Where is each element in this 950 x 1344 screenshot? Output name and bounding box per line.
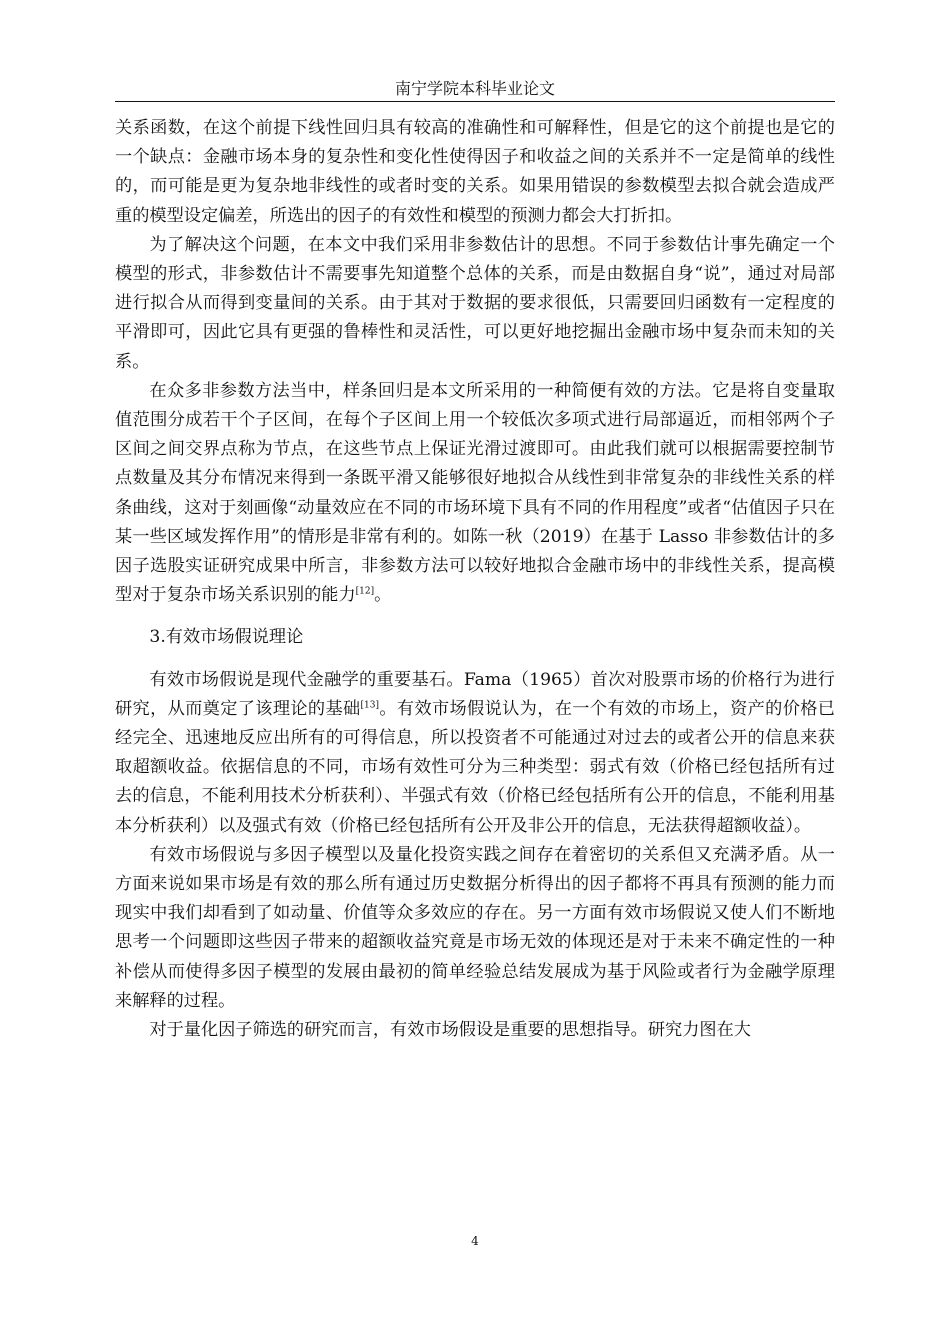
paragraph-6: 对于量化因子筛选的研究而言，有效市场假设是重要的思想指导。研究力图在大 (149, 1020, 751, 1041)
running-header: 南宁学院本科毕业论文 (394, 79, 555, 98)
paragraph-3-text: 在众多非参数方法当中，样条回归是本文所采用的一种简便有效的方法。它是将自变量取值范围分成若干个子区间，在每个子区间上用一个较低次多项式进行局部逼近，而相邻两个子区间之间交界点称为节点，在这些节点上保证光滑过渡即可。由此我们就可以根据需要控制节点数量及其分布情况来得到一条既平滑又能够很好地拟合从线性到非常复杂的非线性关系的样条曲线，这对于刻画像“动量效应在不同的市场环境下具有不同的作用程度”或者“估值因子只在某一些区域发挥作用”的情形是非常有利的。如陈一秋（2019）在基于 Lasso 非参数估计的多因子选股实证研究成果中所言，非参数方法可以较好地拟合金融市场中的非线性关系，提高模型对于复杂市场关系识别的能力 (115, 380, 835, 606)
paragraph-4-text: 有效市场假说是现代金融学的重要基石。Fama（1965）首次对股票市场的价格行为进行研究，从而奠定了该理论的基础 (115, 669, 835, 719)
page-number: 4 (471, 1234, 479, 1248)
section-heading: 3.有效市场假说理论 (149, 627, 304, 648)
body-text (115, 114, 835, 1045)
header-rule (115, 101, 835, 102)
paragraph-1: 关系函数，在这个前提下线性回归具有较高的准确性和可解释性，但是它的这个前提也是它的一个缺点：金融市场本身的复杂性和变化性使得因子和收益之间的关系并不一定是简单的线性的，而可能是更为复杂地非线性的或者时变的关系。如果用错误的参数模型去拟合就会造成严重的模型设定偏差，所选出的因子的有效性和模型的预测力都会大打折扣。 (115, 118, 835, 226)
paragraph-4-rest: 。有效市场假说认为，在一个有效的市场上，资产的价格已经完全、迅速地反应出所有的可得信息，所以投资者不可能通过对过去的或者公开的信息来获取超额收益。依据信息的不同，市场有效性可分为三种类型：弱式有效（价格已经包括所有过去的信息，不能利用技术分析获利）、半强式有效（价格已经包括所有公开的信息，不能利用基本分析获利）以及强式有效（价格已经包括所有公开及非公开的信息，无法获得超额收益）。 (115, 698, 835, 836)
paragraph-2: 为了解决这个问题，在本文中我们采用非参数估计的思想。不同于参数估计事先确定一个模型的形式，非参数估计不需要事先知道整个总体的关系，而是由数据自身“说”，通过对局部进行拟合从而得到变量间的关系。由于其对于数据的要求很低，只需要回归函数有一定程度的平滑即可，因此它具有更强的鲁棒性和灵活性，可以更好地挖掘出金融市场中复杂而未知的关系。 (115, 234, 835, 372)
paragraph-4 (115, 666, 835, 841)
paragraph-3 (115, 377, 835, 611)
paragraph-3-end: 。 (374, 585, 392, 606)
paragraph-5: 有效市场假说与多因子模型以及量化投资实践之间存在着密切的关系但又充满矛盾。从一方面来说如果市场是有效的那么所有通过历史数据分析得出的因子都将不再具有预测的能力而现实中我们却看到了如动量、价值等众多效应的存在。另一方面有效市场假说又使人们不断地思考一个问题即这些因子带来的超额收益究竟是市场无效的体现还是对于未来不确定性的一种补偿从而使得多因子模型的发展由最初的简单经验总结发展成为基于风险或者行为金融学原理来解释的过程。 (115, 844, 835, 1011)
citation-13: [13] (360, 700, 380, 711)
citation-12: [12] (355, 586, 375, 597)
